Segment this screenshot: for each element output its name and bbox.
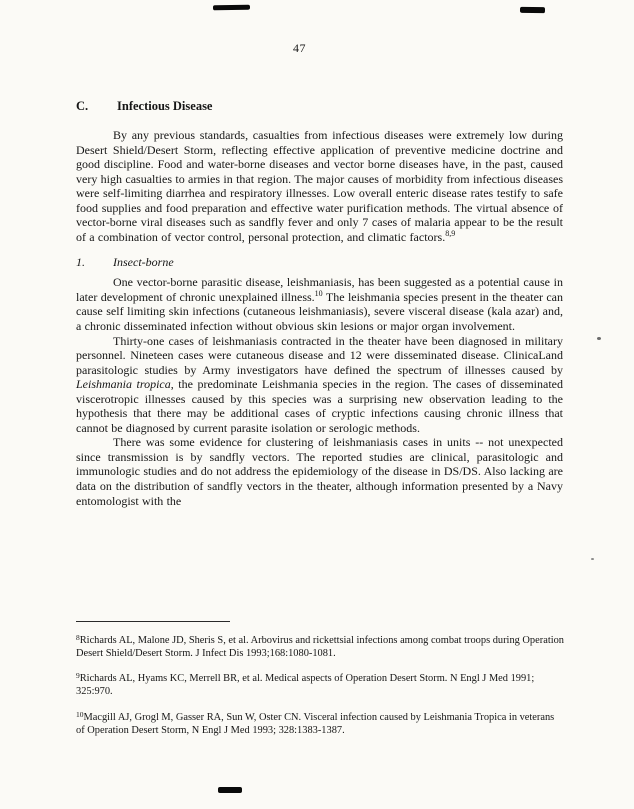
subsection-heading xyxy=(76,255,563,270)
subsection-title: Insect-borne xyxy=(113,255,174,270)
scan-artifact xyxy=(213,5,250,11)
footnotes-section xyxy=(76,621,564,750)
footnote-marker: 9 xyxy=(76,671,80,681)
footnote-marker: 8 xyxy=(76,633,80,642)
paragraph-leishmaniasis-cases: Thirty-one cases of leishmaniasis contracted in the theater have been diagnosed in military personnel. Nineteen cases were cutaneous disease and 12 were disseminated disease. ClinicaLand parasitologic studies by Army investigators have defined the spectrum of illnesses caused by Leishmania tropica, the predominate Leishmania species in the region. The cases of disseminated viscerotropic illnesses caused by this species was a surprising new observation leading to the hypothesis that there may be additional cases of cryptic infections causing chronic illness that cannot be diagnosed by current parasite isolation or serologic methods. xyxy=(76,333,563,435)
footnote-9 xyxy=(76,673,564,698)
footnote-10 xyxy=(76,709,564,737)
scan-artifact xyxy=(591,558,594,560)
section-title: Infectious Disease xyxy=(117,99,213,113)
page-content xyxy=(76,99,563,508)
paragraph-infectious-disease-overview: By any previous standards, casualties from infectious diseases were extremely low during Desert Shield/Desert Storm, reflecting effective application of preventive medicine doctrine and good discipline. Food and water-borne diseases and vector borne diseases have, in the past, caused very high casualties to armies in that region. The major causes of morbidity from infectious diseases were self-limiting diarrhea and respiratory illnesses. Low overall enteric disease rates testify to safe food supplies and food preparation and effective water purification methods. The virtual absence of vector-borne viral diseases such as sandfly fever and only 7 cases of malaria appear to be the result of a combination of vector control, personal protection, and climatic factors.$^{8,9}$ xyxy=(76,128,563,244)
scan-artifact xyxy=(218,787,242,793)
paragraph-clustering-evidence: There was some evidence for clustering of leishmaniasis cases in units -- not unexpected since transmission is by sandfly vectors. The reported studies are clinical, parasitologic and immunologic studies and do not address the epidemiology of the disease in DS/DS. Also lacking are data on the distribution of sandfly vectors in the theater, although information presented by a Navy entomologist with the xyxy=(76,435,563,508)
section-heading xyxy=(76,99,563,114)
footnote-marker: 10 xyxy=(76,709,84,719)
footnote-text: Macgill AJ, Grogl M, Gasser RA, Sun W, Oster CN. Visceral infection caused by Leishmania Tropica in veterans of Operation Desert Storm, N Engl J Med 1993; 328:1383-1387. xyxy=(76,711,555,736)
subsection-label: 1. xyxy=(76,255,85,270)
scan-artifact xyxy=(597,337,601,340)
page-number: 47 xyxy=(293,41,306,55)
footnote-divider xyxy=(76,621,230,622)
paragraph-leishmaniasis-intro: One vector-borne parasitic disease, leishmaniasis, has been suggested as a potential cause in later development of chronic unexplained illness.$^{10}$ The leishmania species present in the theater can cause self limiting skin infections (cutaneous leishmaniasis), severe visceral disease (kala azar) and, a chronic disseminated infection without obvious skin lesions or major organ involvement. xyxy=(76,275,564,334)
scan-artifact xyxy=(520,7,545,13)
footnote-8 xyxy=(76,635,564,660)
footnote-text: Richards AL, Malone JD, Sheris S, et al. Arbovirus and rickettsial infections among combat troops during Operation Desert Shield/Desert Storm. J Infect Dis 1993;168:1080-1081. xyxy=(76,635,564,659)
section-label: C. xyxy=(76,99,89,113)
footnote-text: Richards AL, Hyams KC, Merrell BR, et al. Medical aspects of Operation Desert Storm. N Engl J Med 1991; 325:970. xyxy=(76,673,535,698)
